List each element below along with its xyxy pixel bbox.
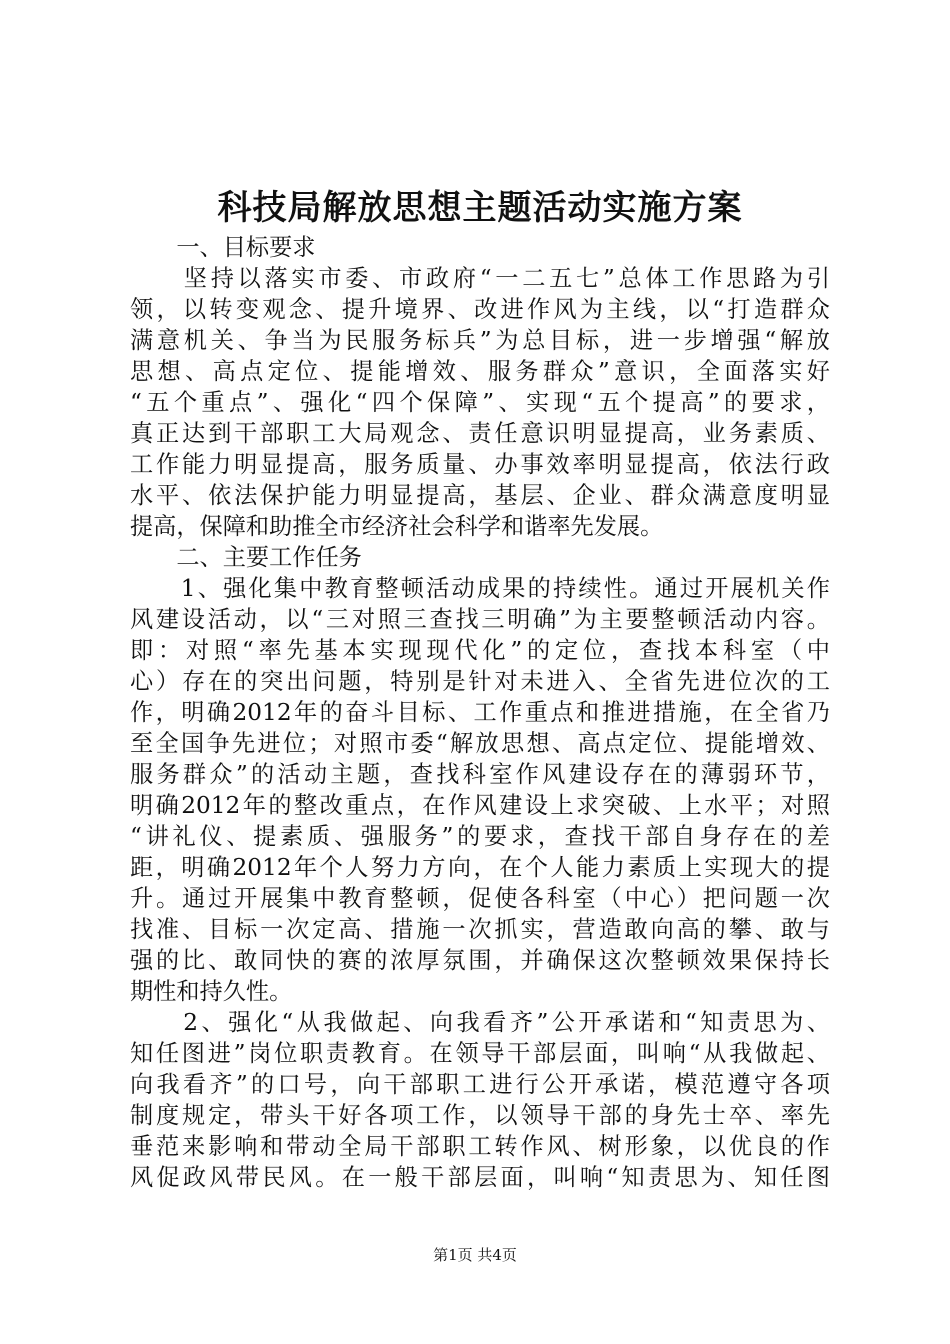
paragraph-line: 升。通过开展集中教育整顿，促使各科室（中心）把问题一次 (130, 885, 830, 912)
document-title: 科技局解放思想主题活动实施方案 (217, 188, 743, 228)
paragraph-line: 找准、目标一次定高、措施一次抓实，营造敢向高的攀、敢与 (130, 916, 830, 943)
paragraph-line: 心）存在的突出问题，特别是针对未进入、全省先进位次的工 (130, 668, 830, 695)
paragraph-line: 距，明确2012年个人努力方向，在个人能力素质上实现大的提 (130, 854, 830, 881)
paragraph-line: 水平、依法保护能力明显提高，基层、企业、群众满意度明显 (130, 482, 830, 509)
paragraph-line: 即：对照“率先基本实现现代化”的定位，查找本科室（中 (130, 637, 830, 664)
paragraph-line: 作，明确2012年的奋斗目标、工作重点和推进措施，在全省乃 (130, 699, 830, 726)
paragraph-line: 工作能力明显提高，服务质量、办事效率明显提高，依法行政 (130, 451, 830, 478)
paragraph-line: 风促政风带民风。在一般干部层面，叫响“知责思为、知任图 (130, 1164, 830, 1191)
paragraph-line: 1、强化集中教育整顿活动成果的持续性。通过开展机关作 (130, 575, 830, 602)
paragraph-line: 制度规定，带头干好各项工作，以领导干部的身先士卒、率先 (130, 1102, 830, 1129)
paragraph-line: 坚持以落实市委、市政府“一二五七”总体工作思路为引 (130, 265, 830, 292)
section-heading: 二、主要工作任务 (130, 544, 362, 571)
page-footer: 第1页 共4页 (433, 1246, 517, 1264)
paragraph-line: 真正达到干部职工大局观念、责任意识明显提高，业务素质、 (130, 420, 830, 447)
section-heading: 一、目标要求 (130, 234, 316, 261)
paragraph-line: 至全国争先进位；对照市委“解放思想、高点定位、提能增效、 (130, 730, 830, 757)
paragraph-line: 服务群众”的活动主题，查找科室作风建设存在的薄弱环节， (130, 761, 830, 788)
paragraph-line: 提高，保障和助推全市经济社会科学和谐率先发展。 (130, 513, 664, 540)
paragraph-line: 风建设活动，以“三对照三查找三明确”为主要整顿活动内容。 (130, 606, 830, 633)
paragraph-line: 知任图进”岗位职责教育。在领导干部层面，叫响“从我做起、 (130, 1040, 830, 1067)
paragraph-line: “五个重点”、强化“四个保障”、实现“五个提高”的要求， (130, 389, 830, 416)
paragraph-line: 垂范来影响和带动全局干部职工转作风、树形象，以优良的作 (130, 1133, 830, 1160)
paragraph-line: 期性和持久性。 (130, 978, 293, 1005)
paragraph-line: 思想、高点定位、提能增效、服务群众”意识，全面落实好 (130, 358, 830, 385)
paragraph-line: 2、强化“从我做起、向我看齐”公开承诺和“知责思为、 (130, 1009, 830, 1036)
paragraph-line: 领，以转变观念、提升境界、改进作风为主线，以“打造群众 (130, 296, 830, 323)
paragraph-line: 强的比、敢同快的赛的浓厚氛围，并确保这次整顿效果保持长 (130, 947, 830, 974)
paragraph-line: 满意机关、争当为民服务标兵”为总目标，进一步增强“解放 (130, 327, 830, 354)
paragraph-line: 明确2012年的整改重点，在作风建设上求突破、上水平；对照 (130, 792, 830, 819)
document-body (130, 232, 830, 1193)
paragraph-line: “讲礼仪、提素质、强服务”的要求，查找干部自身存在的差 (130, 823, 830, 850)
paragraph-line: 向我看齐”的口号，向干部职工进行公开承诺，模范遵守各项 (130, 1071, 830, 1098)
